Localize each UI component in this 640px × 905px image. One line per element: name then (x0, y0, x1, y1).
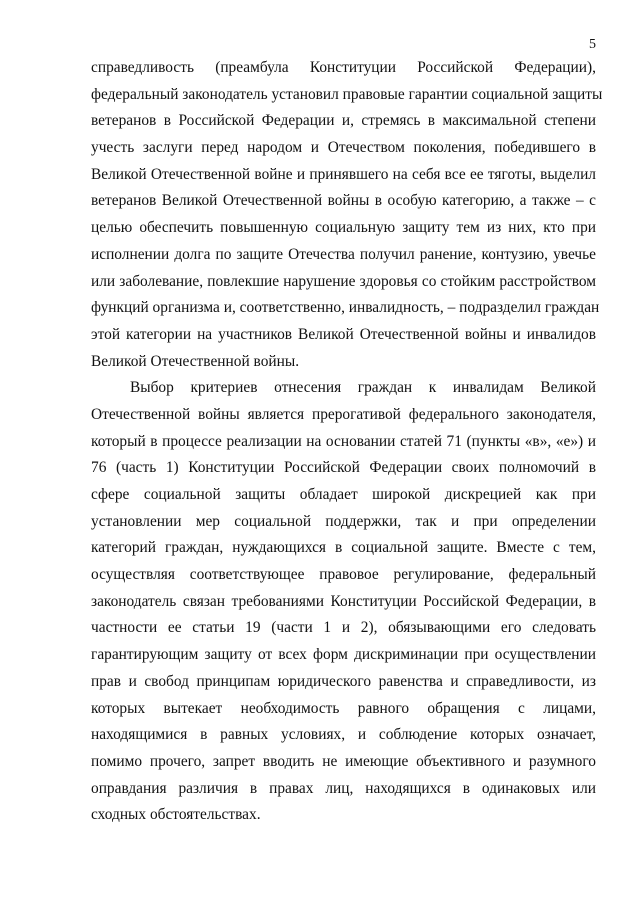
text-line: помимо прочего, запрет вводить не имеющие объективного и разумного (91, 752, 596, 770)
text-line: Великой Отечественной войны. (91, 352, 300, 370)
text-line: которых вытекает необходимость равного обращения с лицами, (91, 699, 596, 717)
text-line: частности ее статьи 19 (части 1 и 2), обязывающими его следовать (91, 619, 596, 637)
text-line: федеральный законодатель установил правовые гарантии социальной защиты (91, 85, 603, 103)
text-line: прав и свобод принципам юридического равенства и справедливости, из (91, 672, 596, 690)
paragraph-first-line: Выбор критериев отнесения граждан к инвалидам Великой (130, 379, 596, 397)
text-line: ветеранов в Российской Федерации и, стремясь в максимальной степени (91, 112, 596, 130)
text-line: Великой Отечественной войне и принявшего на себя все ее тяготы, выделил (91, 165, 596, 183)
text-line: учесть заслуги перед народом и Отечеством поколения, победившего в (91, 139, 596, 157)
text-line: сфере социальной защиты обладает широкой дискрецией как при (91, 486, 596, 503)
text-line: функций организма и, соответственно, инвалидность, – подразделил граждан (91, 299, 600, 317)
body-text (91, 55, 603, 829)
text-line: справедливость (преамбула Конституции Российской Федерации), (91, 59, 596, 76)
text-line: ветеранов Великой Отечественной войны в особую категорию, а также – с (91, 192, 596, 210)
text-line: этой категории на участников Великой Отечественной войны и инвалидов (91, 325, 596, 343)
text-line: целью обеспечить повышенную социальную защиту тем из них, кто при (91, 219, 596, 237)
text-line: сходных обстоятельствах. (91, 806, 261, 824)
text-line: Отечественной войны является прерогативой федерального законодателя, (91, 405, 596, 423)
text-line: осуществляя соответствующее правовое регулирование, федеральный (91, 566, 596, 584)
text-line: законодатель связан требованиями Конституции Российской Федерации, в (91, 592, 596, 610)
text-line: находящимися в равных условиях, и соблюдение которых означает, (91, 726, 596, 744)
text-line: установлении мер социальной поддержки, так и при определении (91, 512, 596, 530)
text-line: гарантирующим защиту от всех форм дискриминации при осуществлении (91, 646, 596, 664)
text-line: 76 (часть 1) Конституции Российской Федерации своих полномочий в (91, 459, 596, 477)
text-line: исполнении долга по защите Отечества получил ранение, контузию, увечье (91, 245, 596, 263)
text-line: категорий граждан, нуждающихся в социальной защите. Вместе с тем, (91, 539, 596, 557)
page-number: 5 (589, 37, 596, 52)
text-line: или заболевание, повлекшие нарушение здоровья со стойким расстройством (91, 272, 596, 290)
text-line: оправдания различия в правах лиц, находящихся в одинаковых или (91, 779, 596, 797)
text-line: который в процессе реализации на основании статей 71 (пункты «в», «е») и (91, 432, 596, 450)
